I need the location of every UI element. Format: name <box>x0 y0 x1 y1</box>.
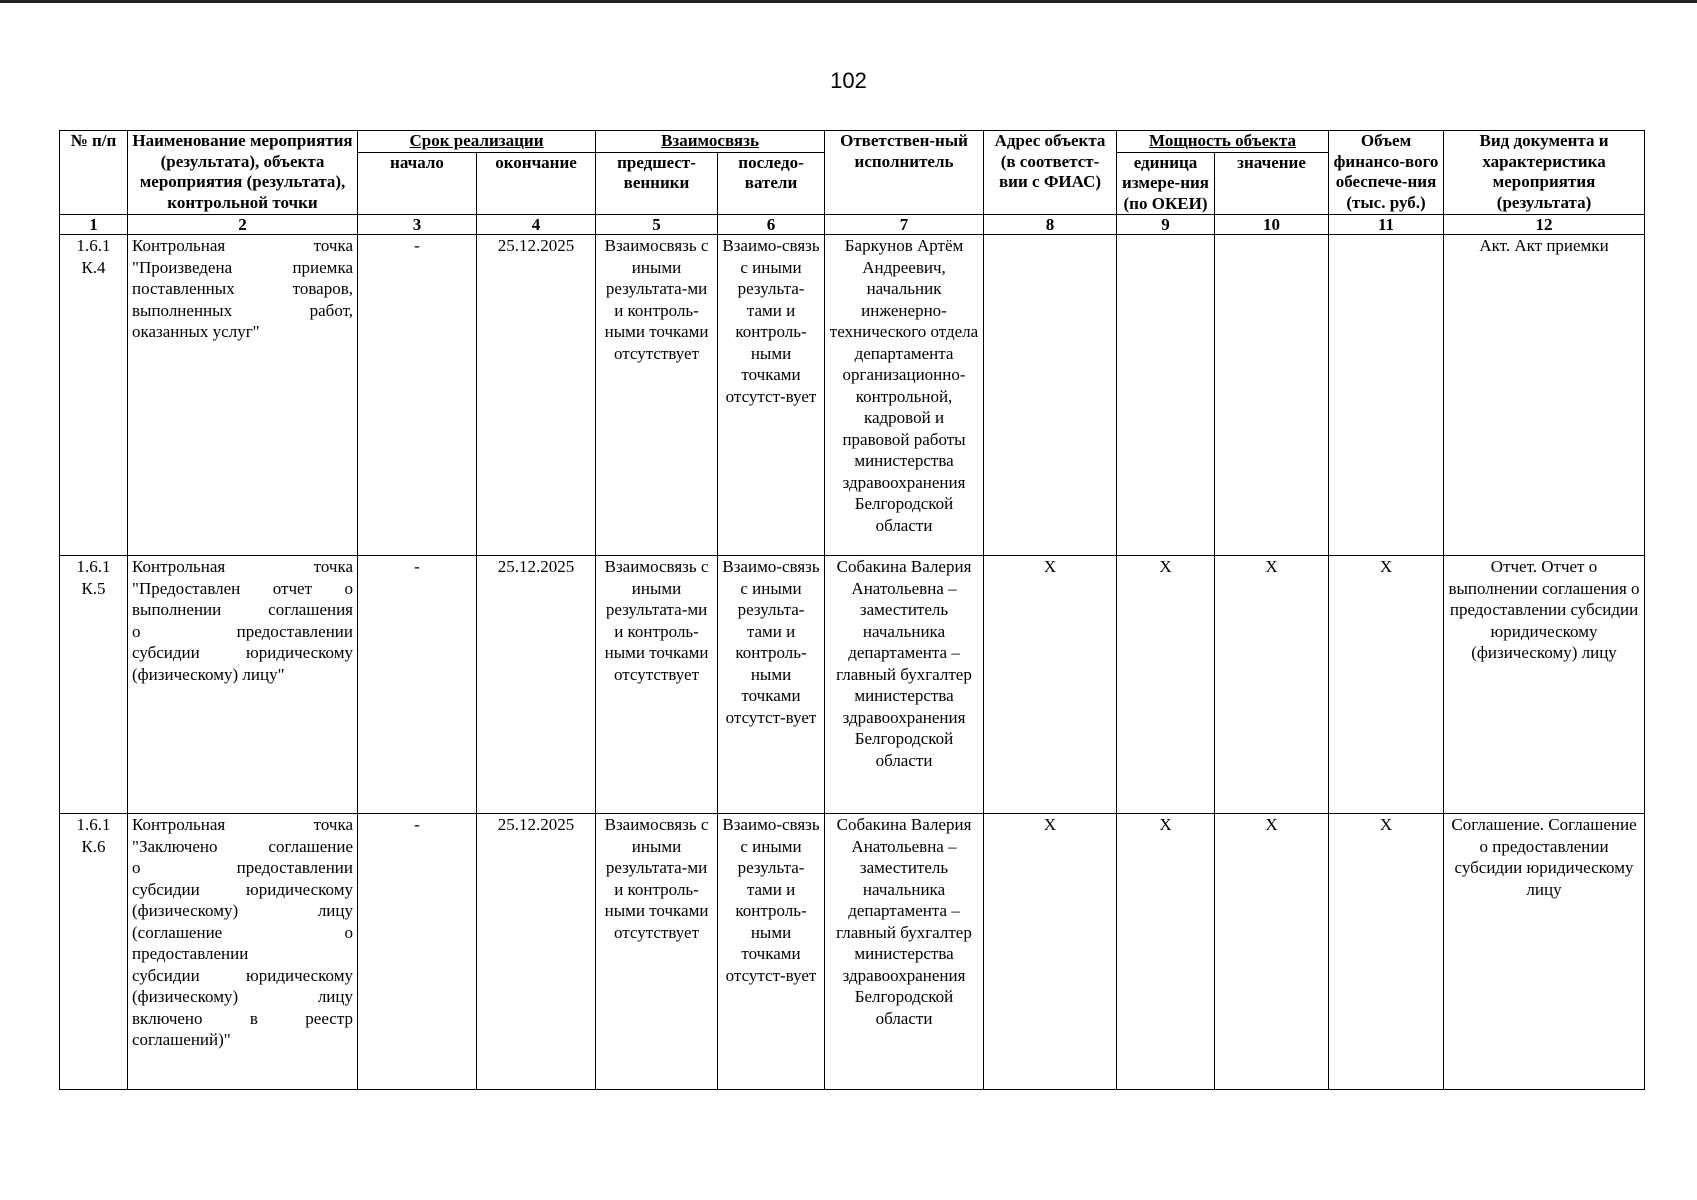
row-name-line: поставленных товаров, <box>132 279 353 298</box>
header-start: начало <box>358 152 477 215</box>
header-end: окончание <box>477 152 596 215</box>
row-document: Акт. Акт приемки <box>1444 235 1645 556</box>
row-number: 1.6.1 К.6 <box>60 814 128 1090</box>
plan-table <box>59 130 1645 1090</box>
row-responsible: Собакина Валерия Анатольевна – заместитель начальника департамента – главный бухгалтер министерства здравоохранения Белгородской области <box>825 556 984 814</box>
header-unit: единица измере-ния (по ОКЕИ) <box>1117 152 1215 215</box>
row-unit <box>1117 235 1215 556</box>
row-unit: X <box>1117 556 1215 814</box>
row-end: 25.12.2025 <box>477 814 596 1090</box>
row-value <box>1215 235 1329 556</box>
table-row <box>60 235 1645 556</box>
header-document: Вид документа и характеристика мероприятия (результата) <box>1444 131 1645 215</box>
row-name-line: субсидии юридическому <box>132 879 353 899</box>
row-number: 1.6.1 К.5 <box>60 556 128 814</box>
row-unit: X <box>1117 814 1215 1090</box>
header-finance: Объем финансо-вого обеспече-ния (тыс. руб.) <box>1329 131 1444 215</box>
row-name-line: субсидии юридическому <box>132 643 353 662</box>
column-number: 1 <box>60 215 128 235</box>
row-finance <box>1329 235 1444 556</box>
row-name-line: (физическому) лицу <box>132 901 353 920</box>
row-value: X <box>1215 814 1329 1090</box>
row-name <box>128 556 358 814</box>
row-start: - <box>358 235 477 556</box>
table-row <box>60 556 1645 814</box>
header-period: Срок реализации <box>358 131 596 153</box>
row-name-line: о предоставлении <box>132 858 353 877</box>
row-address: X <box>984 556 1117 814</box>
header-predecessors: предшест-венники <box>596 152 718 215</box>
column-number: 6 <box>718 215 825 235</box>
row-finance: X <box>1329 814 1444 1090</box>
row-end: 25.12.2025 <box>477 235 596 556</box>
column-number: 11 <box>1329 215 1444 235</box>
column-number: 9 <box>1117 215 1215 235</box>
column-number: 3 <box>358 215 477 235</box>
table-row <box>60 814 1645 1090</box>
row-name-line: оказанных услуг" <box>132 322 260 341</box>
row-name-line: Контрольная точка <box>132 815 353 834</box>
row-responsible: Баркунов Артём Андреевич, начальник инженерно-технического отдела департамента организационно-контрольной, кадровой и правовой работы министерства здравоохранения Белгородской области <box>825 235 984 556</box>
column-number: 12 <box>1444 215 1645 235</box>
header-link: Взаимосвязь <box>596 131 825 153</box>
column-number: 8 <box>984 215 1117 235</box>
row-value: X <box>1215 556 1329 814</box>
header-successors: последо-ватели <box>718 152 825 215</box>
row-name-line: выполнении соглашения <box>132 600 353 619</box>
header-responsible: Ответствен-ный исполнитель <box>825 131 984 215</box>
header-num: № п/п <box>60 131 128 215</box>
row-name <box>128 235 358 556</box>
row-name-line: выполненных работ, <box>132 300 353 320</box>
column-number: 10 <box>1215 215 1329 235</box>
row-name <box>128 814 358 1090</box>
row-name-line: Контрольная точка <box>132 557 353 576</box>
row-name-line: включено в реестр <box>132 1008 353 1028</box>
row-successors: Взаимо-связь с иными результа-тами и контроль-ными точками отсутст-вует <box>718 235 825 556</box>
scan-top-border <box>0 0 1697 3</box>
row-predecessors: Взаимосвязь с иными результата-ми и контроль-ными точками отсутствует <box>596 556 718 814</box>
row-name-line: субсидии юридическому <box>132 965 353 985</box>
row-address <box>984 235 1117 556</box>
row-successors: Взаимо-связь с иными результа-тами и контроль-ными точками отсутст-вует <box>718 556 825 814</box>
row-name-line: (физическому) лицу <box>132 987 353 1006</box>
row-name-line: соглашений)" <box>132 1030 231 1049</box>
row-name-line: "Произведена приемка <box>132 257 353 277</box>
column-number: 2 <box>128 215 358 235</box>
row-start: - <box>358 814 477 1090</box>
header-address: Адрес объекта (в соответст-вии с ФИАС) <box>984 131 1117 215</box>
column-number: 7 <box>825 215 984 235</box>
column-number: 4 <box>477 215 596 235</box>
row-predecessors: Взаимосвязь с иными результата-ми и контроль-ными точками отсутствует <box>596 814 718 1090</box>
page-number: 102 <box>830 68 867 93</box>
row-document: Соглашение. Соглашение о предоставлении субсидии юридическому лицу <box>1444 814 1645 1090</box>
row-number: 1.6.1 К.4 <box>60 235 128 556</box>
row-start: - <box>358 556 477 814</box>
row-address: X <box>984 814 1117 1090</box>
row-responsible: Собакина Валерия Анатольевна – заместитель начальника департамента – главный бухгалтер министерства здравоохранения Белгородской области <box>825 814 984 1090</box>
row-name-line: (физическому) лицу" <box>132 664 285 684</box>
row-name-line: Контрольная точка <box>132 236 353 255</box>
row-name-line: "Предоставлен отчет о <box>132 578 353 598</box>
header-value: значение <box>1215 152 1329 215</box>
column-number: 5 <box>596 215 718 235</box>
row-document: Отчет. Отчет о выполнении соглашения о предоставлении субсидии юридическому (физическому) лицу <box>1444 556 1645 814</box>
row-end: 25.12.2025 <box>477 556 596 814</box>
row-name-line: "Заключено соглашение <box>132 836 353 856</box>
row-name-line: (соглашение о <box>132 922 353 942</box>
header-power: Мощность объекта <box>1117 131 1329 153</box>
row-finance: X <box>1329 556 1444 814</box>
row-successors: Взаимо-связь с иными результа-тами и контроль-ными точками отсутст-вует <box>718 814 825 1090</box>
header-name: Наименование мероприятия (результата), объекта мероприятия (результата), контрольной точки <box>128 131 358 215</box>
row-name-line: предоставлении <box>132 944 249 963</box>
row-predecessors: Взаимосвязь с иными результата-ми и контроль-ными точками отсутствует <box>596 235 718 556</box>
row-name-line: о предоставлении <box>132 621 353 641</box>
